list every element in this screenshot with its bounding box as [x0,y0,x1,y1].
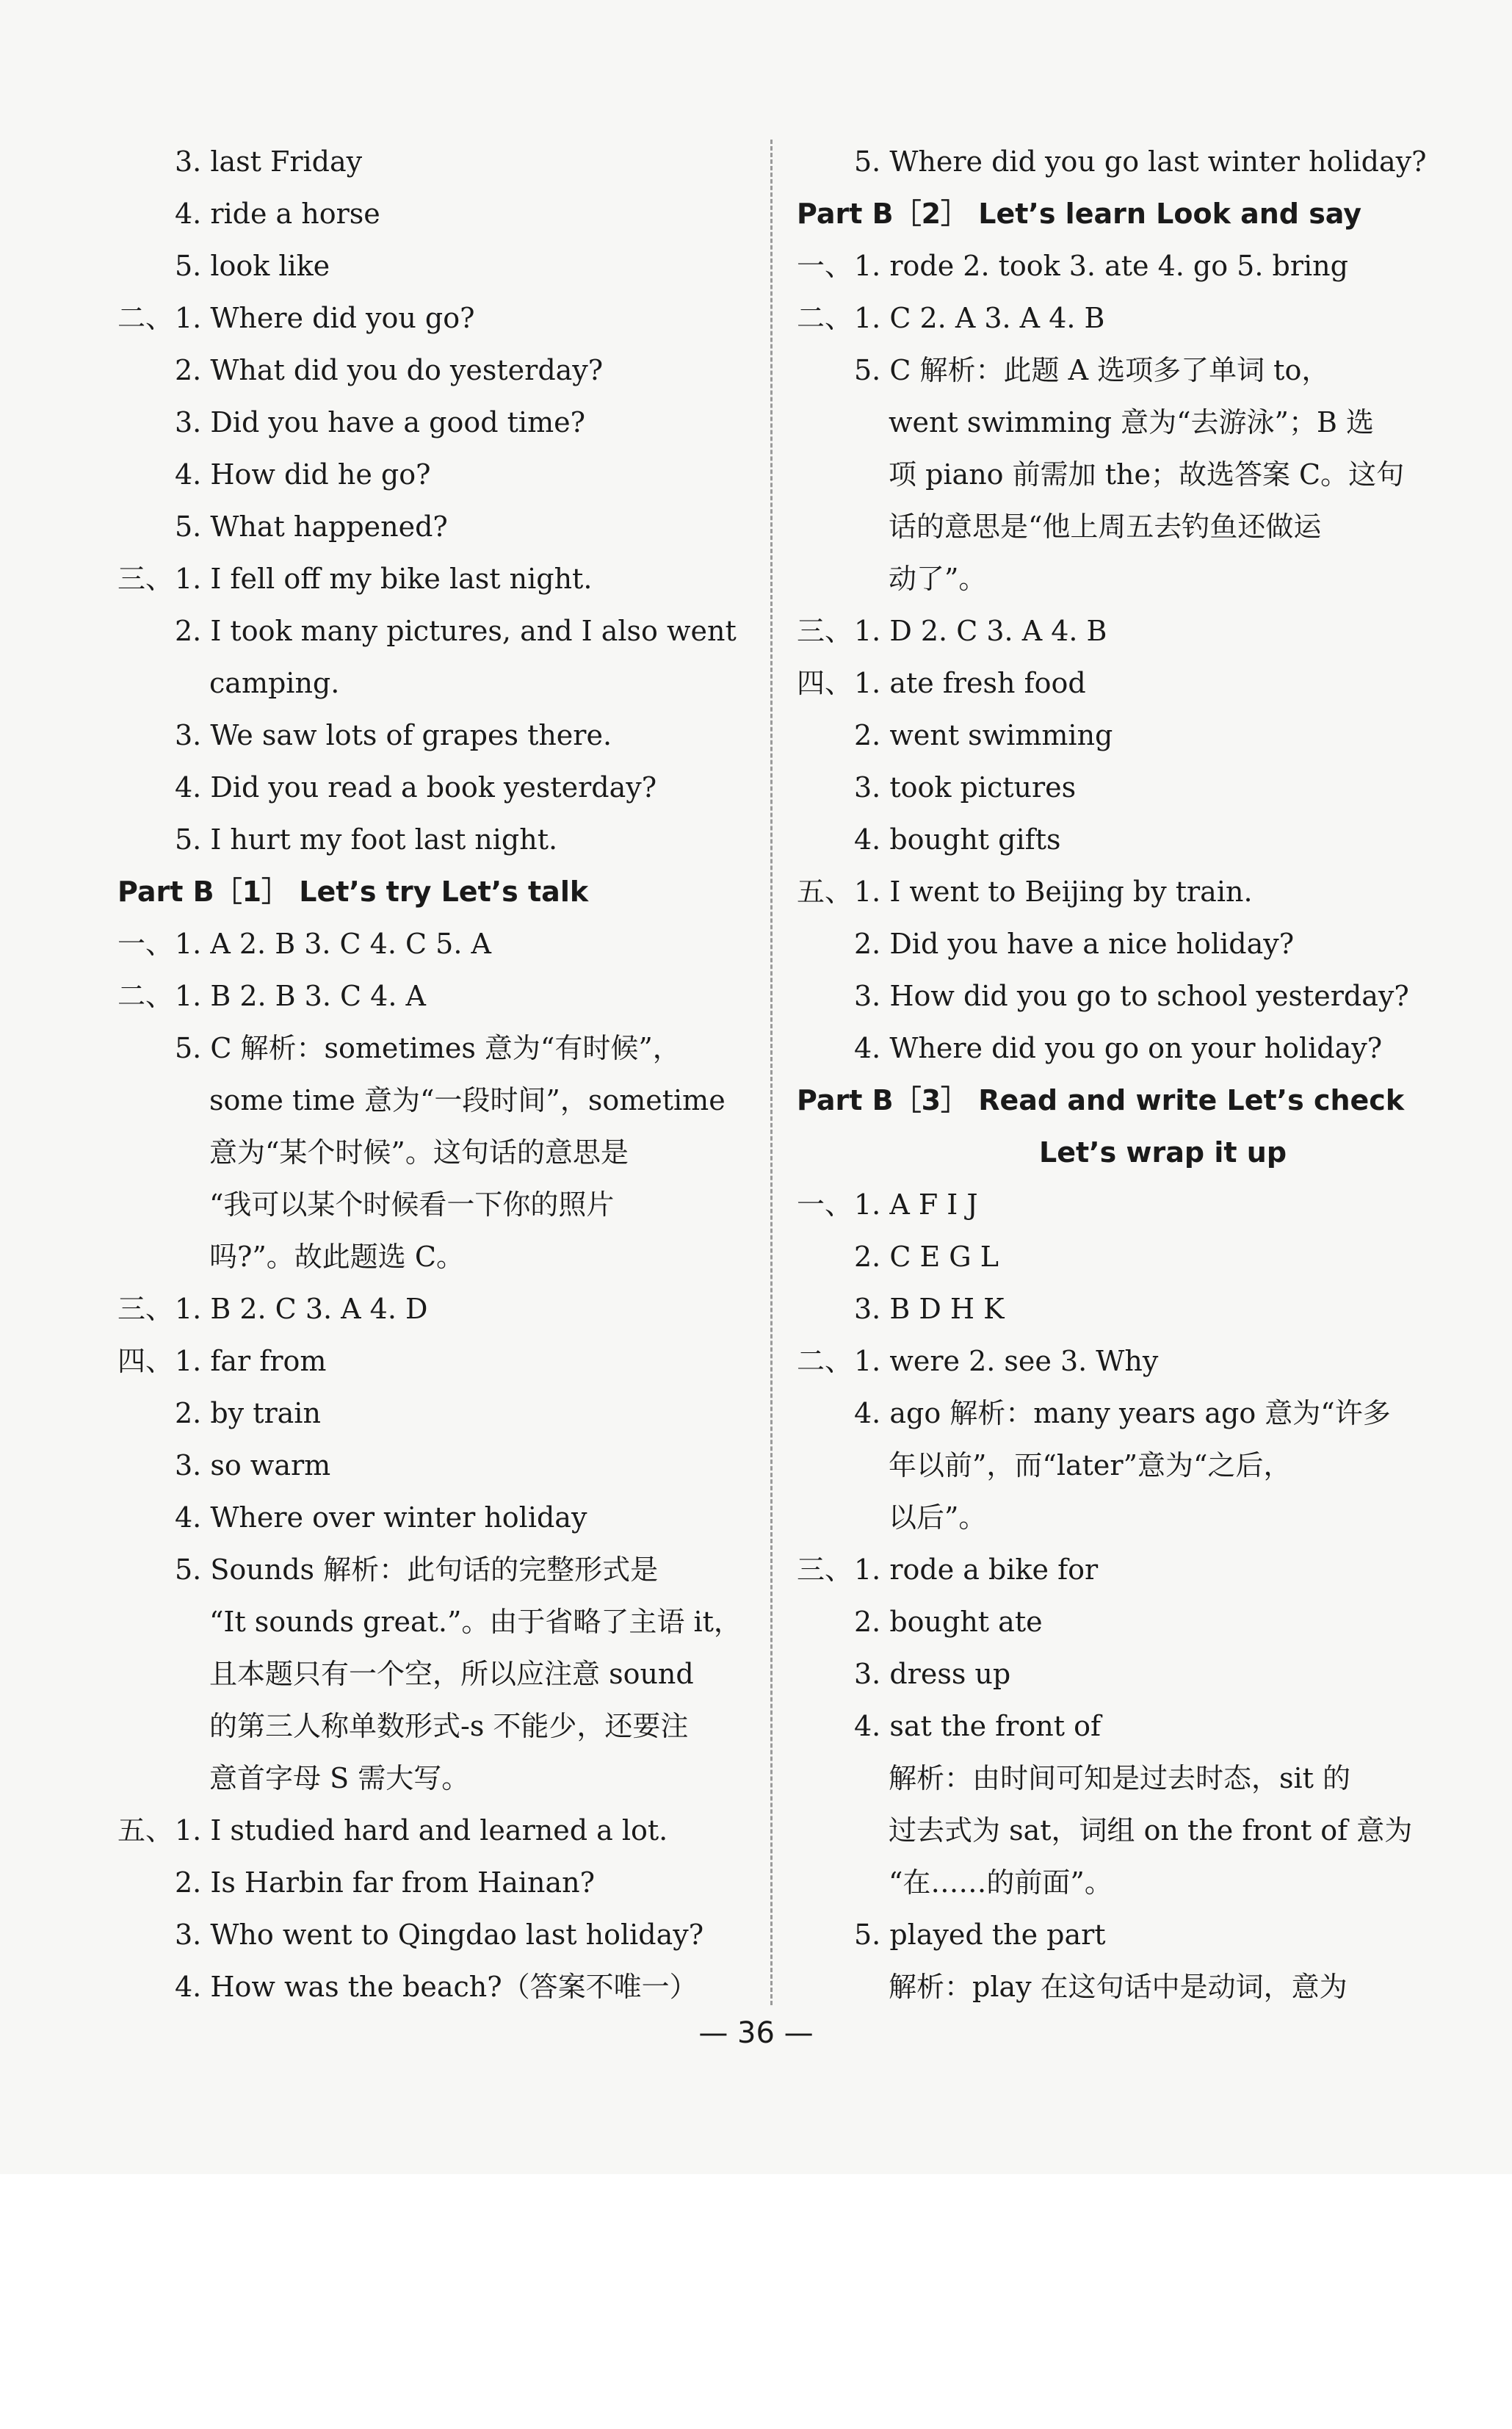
answer-text: 3. Did you have a good time? [175,406,585,438]
answer-line [117,814,778,866]
answer-text: 2. bought ate [854,1606,1043,1638]
answer-line [117,1231,778,1283]
answer-line [117,657,778,710]
answer-line [117,292,778,344]
answer-line [797,553,1436,605]
answer-line [117,188,778,240]
answer-line [797,1335,1436,1387]
answer-line [797,449,1436,501]
answer-text: 1. rode a bike for [854,1553,1099,1586]
answer-text: 1. A 2. B 3. C 4. C 5. A [175,928,491,960]
answer-text: 3. We saw lots of grapes there. [175,719,612,751]
answer-line [117,1283,778,1335]
answer-text: 1. D 2. C 3. A 4. B [854,615,1107,647]
answer-text: 以后”。 [889,1501,987,1534]
answer-line [117,710,778,762]
answer-line [797,1648,1436,1700]
answer-text: 1. B 2. B 3. C 4. A [175,980,426,1012]
answer-text: 项 piano 前需加 the；故选答案 C。这句 [889,458,1405,491]
answer-line [797,136,1436,188]
answer-text: 3. so warm [175,1449,331,1481]
answer-text: 2. by train [175,1397,321,1429]
answer-line [797,1596,1436,1648]
column-divider [770,140,773,2005]
answer-text: 3. Who went to Qingdao last holiday? [175,1919,704,1951]
answer-line [797,397,1436,449]
answer-line [797,710,1436,762]
answer-line [797,814,1436,866]
answer-line [117,1335,778,1387]
answer-text: 4. Did you read a book yesterday? [175,771,657,804]
answer-text: 的第三人称单数形式-s 不能少，还要注 [209,1710,689,1742]
answer-line [117,1075,778,1127]
right-column [797,136,1436,2013]
answer-line [797,1283,1436,1335]
answer-text: some time 意为“一段时间”，sometime [209,1084,726,1116]
answer-line [797,1440,1436,1492]
section-marker: 四、 [797,667,853,699]
section-marker: 四、 [117,1345,174,1377]
answer-line [797,1961,1436,2013]
answer-line [797,1753,1436,1805]
answer-text: 吗?”。故此题选 C。 [209,1241,464,1273]
heading-text: Part B［1］ Let’s try Let’s talk [117,876,589,908]
answer-line [117,553,778,605]
answer-line [117,1648,778,1700]
answer-text: 5. Sounds 解析：此句话的完整形式是 [175,1553,659,1586]
section-marker: 三、 [117,563,174,595]
answer-text: 3. B D H K [854,1293,1005,1325]
answer-text: 5. C 解析：此题 A 选项多了单词 to， [854,354,1330,386]
answer-text: 解析：play 在这句话中是动词，意为 [889,1971,1348,2003]
section-heading [117,866,778,918]
answer-text: 4. How did he go? [175,458,431,491]
answer-text: 1. ate fresh food [854,667,1086,699]
answer-text: 1. rode 2. took 3. ate 4. go 5. bring [854,250,1348,282]
answer-line [117,136,778,188]
answer-line [117,1700,778,1753]
answer-line [797,344,1436,397]
answer-text: 1. B 2. C 3. A 4. D [175,1293,428,1325]
section-marker: 二、 [797,1345,853,1377]
answer-text: 3. dress up [854,1658,1011,1690]
answer-line [117,1387,778,1440]
answer-line [797,240,1436,292]
answer-text: 1. were 2. see 3. Why [854,1345,1159,1377]
answer-text: 5. C 解析：sometimes 意为“有时候”， [175,1032,681,1064]
answer-text: camping. [209,667,340,699]
answer-text: 1. Where did you go? [175,302,475,334]
answer-line [797,970,1436,1022]
answer-line [797,1909,1436,1961]
answer-line [117,1544,778,1596]
answer-text: went swimming 意为“去游泳”；B 选 [889,406,1374,438]
answer-line [797,762,1436,814]
answer-line [117,918,778,970]
answer-line [797,1022,1436,1075]
answer-line [797,1544,1436,1596]
answer-line [117,449,778,501]
answer-text: “在……的前面”。 [889,1866,1113,1899]
answer-text: 4. Where over winter holiday [175,1501,587,1534]
answer-text: 4. ride a horse [175,198,380,230]
section-marker: 二、 [117,302,174,334]
answer-line [797,1231,1436,1283]
answer-text: 1. I fell off my bike last night. [175,563,593,595]
answer-text: 5. played the part [854,1919,1106,1951]
left-column [117,136,778,2013]
answer-text: 1. A F I J [854,1188,978,1221]
answer-text: 4. sat the front of [854,1710,1102,1742]
section-heading [797,1075,1436,1127]
answer-line [117,1022,778,1075]
answer-line [117,1753,778,1805]
heading-text: Let’s wrap it up [1039,1136,1287,1169]
answer-text: 4. ago 解析：many years ago 意为“许多 [854,1397,1391,1429]
answer-line [117,1805,778,1857]
answer-text: 5. Where did you go last winter holiday? [854,145,1427,178]
answer-text: 1. far from [175,1345,327,1377]
answer-line [117,501,778,553]
answer-text: 3. How did you go to school yesterday? [854,980,1409,1012]
answer-text: 5. What happened? [175,510,448,543]
answer-line [117,970,778,1022]
answer-line [797,501,1436,553]
answer-line [797,605,1436,657]
heading-text: Part B［2］ Let’s learn Look and say [797,198,1362,230]
answer-line [797,1179,1436,1231]
answer-text: 2. Did you have a nice holiday? [854,928,1295,960]
answer-line [797,657,1436,710]
answer-text: 4. How was the beach?（答案不唯一） [175,1971,698,2003]
answer-text: 话的意思是“他上周五去钓鱼还做运 [889,510,1322,543]
section-marker: 五、 [117,1814,174,1847]
heading-text: Part B［3］ Read and write Let’s check [797,1084,1405,1116]
answer-text: 1. I studied hard and learned a lot. [175,1814,668,1847]
answer-line [117,1492,778,1544]
section-marker: 三、 [797,615,853,647]
answer-line [117,1909,778,1961]
answer-line [797,1387,1436,1440]
answer-line [797,866,1436,918]
answer-line [797,1700,1436,1753]
answer-text: 年以前”，而“later”意为“之后， [889,1449,1292,1481]
answer-line [797,918,1436,970]
section-marker: 五、 [797,876,853,908]
answer-text: 3. took pictures [854,771,1077,804]
page-number: — 36 — [698,2016,814,2050]
answer-text: 解析：由时间可知是过去时态，sit 的 [889,1762,1351,1794]
section-heading [797,188,1436,240]
section-marker: 一、 [797,250,853,282]
section-heading [797,1127,1436,1179]
answer-text: 1. C 2. A 3. A 4. B [854,302,1105,334]
section-marker: 二、 [117,980,174,1012]
answer-text: 2. What did you do yesterday? [175,354,604,386]
answer-line [117,1440,778,1492]
section-marker: 三、 [117,1293,174,1325]
answer-text: 4. bought gifts [854,823,1061,856]
answer-text: 4. Where did you go on your holiday? [854,1032,1383,1064]
answer-text: 且本题只有一个空，所以应注意 sound [209,1658,694,1690]
answer-line [797,292,1436,344]
section-marker: 二、 [797,302,853,334]
answer-line [797,1805,1436,1857]
answer-text: 过去式为 sat，词组 on the front of 意为 [889,1814,1413,1847]
answer-text: 2. C E G L [854,1241,999,1273]
answer-line [797,1857,1436,1909]
answer-line [117,1961,778,2013]
section-marker: 一、 [117,928,174,960]
answer-text: 意为“某个时候”。这句话的意思是 [209,1136,629,1169]
answer-line [117,1857,778,1909]
answer-text: 3. last Friday [175,145,363,178]
section-marker: 三、 [797,1553,853,1586]
answer-line [117,1127,778,1179]
answer-text: “我可以某个时候看一下你的照片 [209,1188,615,1221]
answer-text: 1. I went to Beijing by train. [854,876,1253,908]
answer-line [117,397,778,449]
answer-text: 2. went swimming [854,719,1113,751]
answer-line [117,762,778,814]
section-marker: 一、 [797,1188,853,1221]
answer-line [117,240,778,292]
answer-line [117,344,778,397]
answer-text: “It sounds great.”。由于省略了主语 it， [209,1606,742,1638]
answer-line [117,1596,778,1648]
answer-text: 动了”。 [889,563,987,595]
answer-text: 5. look like [175,250,330,282]
answer-text: 2. I took many pictures, and I also went [175,615,737,647]
answer-line [797,1492,1436,1544]
answer-text: 意首字母 S 需大写。 [209,1762,470,1794]
answer-line [117,605,778,657]
answer-line [117,1179,778,1231]
answer-text: 5. I hurt my foot last night. [175,823,558,856]
answer-text: 2. Is Harbin far from Hainan? [175,1866,596,1899]
